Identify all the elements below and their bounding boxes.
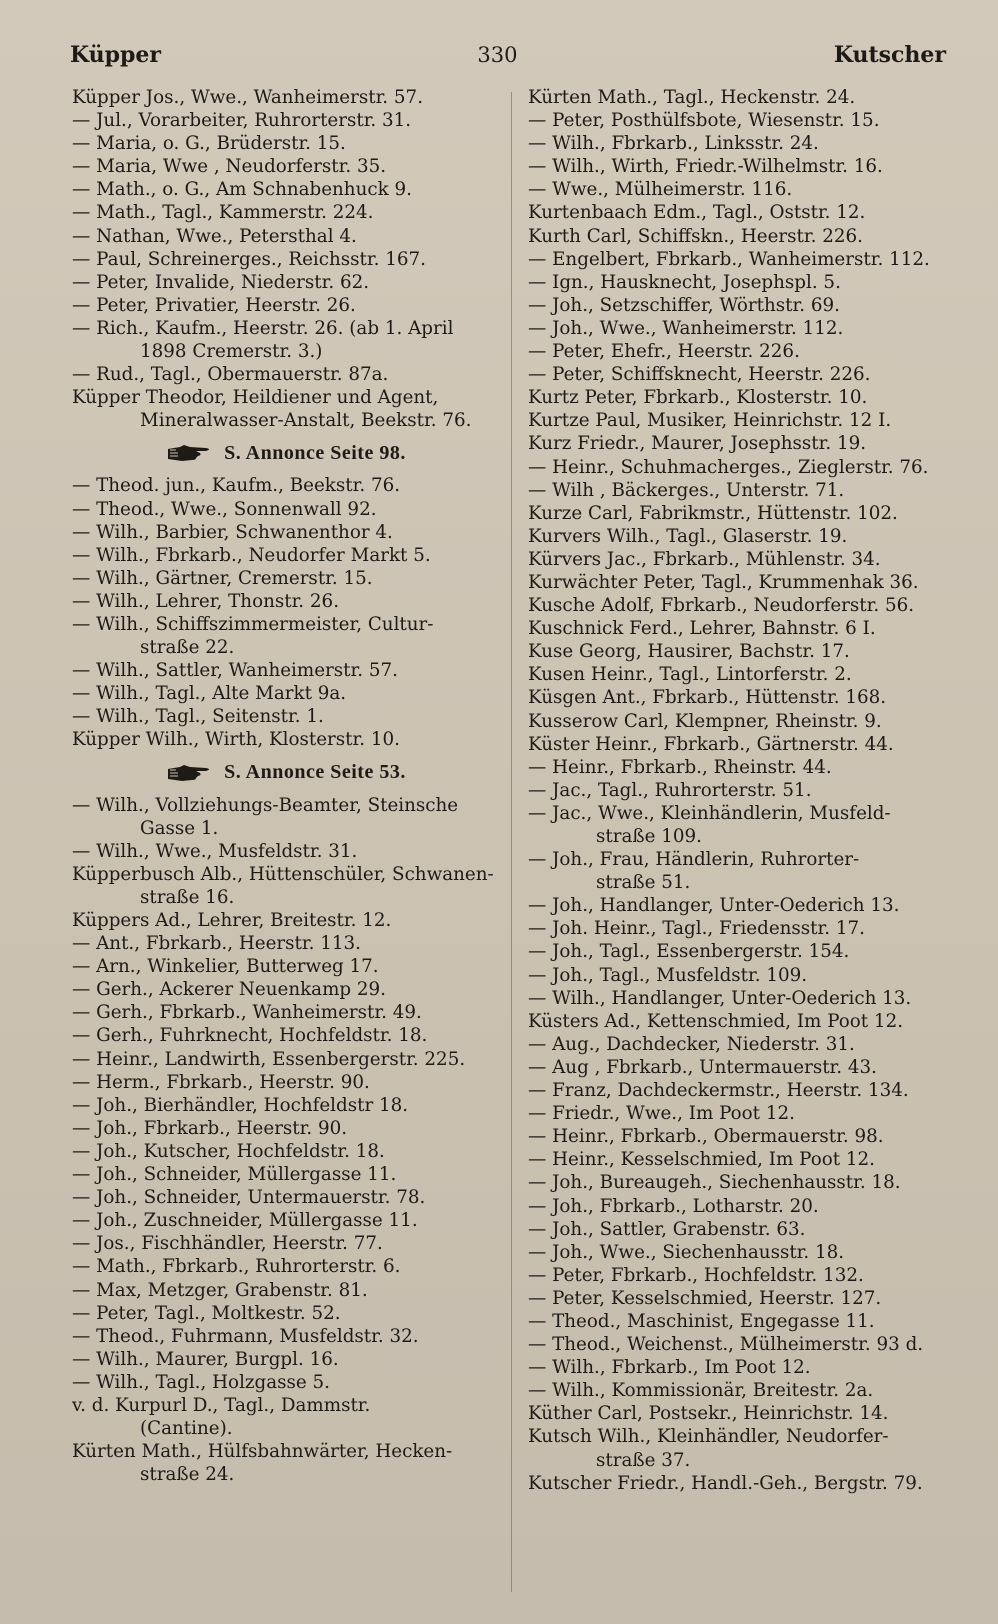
directory-entry: Küpper Jos., Wwe., Wanheimerstr. 57.: [72, 87, 424, 108]
directory-entry: — Math., o. G., Am Schnabenhuck 9.: [72, 179, 412, 201]
directory-entry: — Rud., Tagl., Obermauerstr. 87a.: [72, 364, 389, 386]
directory-entry: Küpperbusch Alb., Hüttenschüler, Schwanen-: [72, 863, 494, 885]
directory-entry: — Joh., Setzschiffer, Wörthstr. 69.: [528, 294, 840, 316]
directory-entry: — Joh., Tagl., Musfeldstr. 109.: [528, 964, 808, 986]
pointing-hand-icon: [166, 763, 214, 783]
directory-entry: Kürvers Jac., Fbrkarb., Mühlenstr. 34.: [528, 548, 881, 570]
directory-entry: — Theod., Wwe., Sonnenwall 92.: [72, 498, 377, 520]
directory-entry: — Wilh., Gärtner, Cremerstr. 15.: [72, 567, 373, 589]
directory-entry: — Peter, Schiffsknecht, Heerstr. 226.: [528, 364, 871, 386]
directory-entry: — Wilh., Maurer, Burgpl. 16.: [72, 1348, 339, 1370]
directory-entry: — Aug., Dachdecker, Niederstr. 31.: [528, 1033, 855, 1055]
directory-entry: — Joh., Schneider, Müllergasse 11.: [72, 1164, 397, 1186]
directory-entry: — Joh. Heinr., Tagl., Friedensstr. 17.: [528, 918, 865, 940]
directory-entry: — Theod., Maschinist, Engegasse 11.: [528, 1310, 875, 1332]
directory-entry: — Wilh., Tagl., Alte Markt 9a.: [72, 683, 347, 705]
directory-entry: — Rich., Kaufm., Heerstr. 26. (ab 1. April: [72, 317, 454, 339]
directory-entry: Kurth Carl, Schiffskn., Heerstr. 226.: [528, 225, 863, 247]
directory-entry: — Heinr., Fbrkarb., Rheinstr. 44.: [528, 756, 832, 778]
directory-entry: Kürten Math., Tagl., Heckenstr. 24.: [528, 87, 856, 108]
directory-entry: — Heinr., Fbrkarb., Obermauerstr. 98.: [528, 1126, 884, 1148]
directory-entry: Kurtze Paul, Musiker, Heinrichstr. 12 I.: [528, 410, 892, 432]
directory-entry: — Peter, Posthülfsbote, Wiesenstr. 15.: [528, 110, 880, 132]
directory-entry: — Gerh., Ackerer Neuenkamp 29.: [72, 979, 386, 1001]
directory-entry: — Wilh., Fbrkarb., Linksstr. 24.: [528, 133, 819, 155]
directory-entry: — Wilh., Fbrkarb., Im Poot 12.: [528, 1357, 811, 1379]
directory-entry: — Theod. jun., Kaufm., Beekstr. 76.: [72, 475, 401, 497]
directory-entry: — Joh., Handlanger, Unter-Oederich 13.: [528, 895, 900, 917]
directory-entry: Kurze Carl, Fabrikmstr., Hüttenstr. 102.: [528, 502, 898, 524]
directory-entry: — Franz, Dachdeckermstr., Heerstr. 134.: [528, 1080, 909, 1102]
right-column: [528, 86, 958, 1495]
directory-entry: — Joh., Bureaugeh., Siechenhausstr. 18.: [528, 1172, 901, 1194]
directory-entry: — Joh., Kutscher, Hochfeldstr. 18.: [72, 1140, 385, 1162]
directory-entry: — Wilh., Sattler, Wanheimerstr. 57.: [72, 660, 398, 682]
entry-continuation: 1898 Cremerstr. 3.): [140, 341, 323, 363]
directory-entry: v. d. Kurpurl D., Tagl., Dammstr.: [72, 1394, 371, 1416]
directory-entry: Kurz Friedr., Maurer, Josephsstr. 19.: [528, 433, 867, 455]
pointing-hand-icon: [166, 443, 214, 463]
directory-entry: — Ign., Hausknecht, Josephspl. 5.: [528, 271, 841, 293]
directory-entry: — Peter, Ehefr., Heerstr. 226.: [528, 341, 800, 363]
directory-entry: — Joh., Zuschneider, Müllergasse 11.: [72, 1210, 418, 1232]
entry-continuation: straße 109.: [596, 826, 702, 847]
column-divider: [511, 92, 512, 1592]
directory-entry: — Wilh., Barbier, Schwanenthor 4.: [72, 521, 393, 543]
directory-entry: — Joh., Schneider, Untermauerstr. 78.: [72, 1187, 426, 1209]
directory-entry: — Maria, Wwe , Neudorferstr. 35.: [72, 156, 387, 178]
directory-entry: Kurwächter Peter, Tagl., Krummenhak 36.: [528, 571, 919, 593]
directory-entry: Kutsch Wilh., Kleinhändler, Neudorfer-: [528, 1426, 889, 1448]
directory-entry: — Heinr., Landwirth, Essenbergerstr. 225.: [72, 1048, 466, 1070]
directory-entry: — Joh., Wwe., Wanheimerstr. 112.: [528, 317, 844, 339]
page-header: [70, 38, 946, 72]
directory-entry: — Wilh., Schiffszimmermeister, Cultur-: [72, 613, 434, 635]
directory-entry: Küther Carl, Postsekr., Heinrichstr. 14.: [528, 1403, 889, 1425]
directory-entry: — Friedr., Wwe., Im Poot 12.: [528, 1103, 795, 1125]
annonce-text: S. Annonce Seite 98.: [224, 441, 406, 464]
page-number: 330: [477, 43, 518, 67]
directory-entry: Kürten Math., Hülfsbahnwärter, Hecken-: [72, 1441, 453, 1463]
directory-entry: Kutscher Friedr., Handl.-Geh., Bergstr. 79.: [528, 1472, 923, 1494]
directory-entry: Kuse Georg, Hausirer, Bachstr. 17.: [528, 641, 850, 663]
directory-entry: — Wilh., Kommissionär, Breitestr. 2a.: [528, 1380, 874, 1402]
entry-continuation: straße 24.: [140, 1464, 235, 1486]
entry-continuation: straße 51.: [596, 872, 691, 894]
directory-entry: — Max, Metzger, Grabenstr. 81.: [72, 1279, 368, 1301]
annonce-text: S. Annonce Seite 53.: [224, 760, 406, 783]
directory-entry: — Jac., Tagl., Ruhrorterstr. 51.: [528, 779, 812, 801]
directory-entry: Küpper Wilh., Wirth, Klosterstr. 10.: [72, 729, 400, 751]
directory-entry: — Gerh., Fuhrknecht, Hochfeldstr. 18.: [72, 1025, 428, 1047]
entry-continuation: Gasse 1.: [140, 817, 219, 839]
directory-entry: — Peter, Fbrkarb., Hochfeldstr. 132.: [528, 1264, 864, 1286]
directory-entry: — Jul., Vorarbeiter, Ruhrorterstr. 31.: [72, 110, 412, 132]
directory-entry: Küsgen Ant., Fbrkarb., Hüttenstr. 168.: [528, 687, 887, 709]
directory-entry: — Wilh., Vollziehungs-Beamter, Steinsche: [72, 794, 459, 816]
directory-entry: Kuschnick Ferd., Lehrer, Bahnstr. 6 I.: [528, 618, 876, 640]
entry-continuation: straße 37.: [596, 1449, 691, 1471]
annonce-reference: [72, 432, 500, 474]
directory-entry: — Herm., Fbrkarb., Heerstr. 90.: [72, 1071, 370, 1093]
annonce-reference: [72, 752, 500, 794]
directory-entry: — Wilh., Tagl., Holzgasse 5.: [72, 1371, 330, 1393]
entry-continuation: straße 22.: [140, 637, 235, 659]
directory-entry: Küppers Ad., Lehrer, Breitestr. 12.: [72, 910, 392, 931]
directory-entry: — Wilh , Bäckerges., Unterstr. 71.: [528, 479, 845, 501]
directory-entry: — Theod., Fuhrmann, Musfeldstr. 32.: [72, 1325, 419, 1347]
directory-entry: — Joh., Tagl., Essenbergerstr. 154.: [528, 941, 850, 963]
directory-entry: — Ant., Fbrkarb., Heerstr. 113.: [72, 933, 361, 955]
directory-entry: — Wilh., Wwe., Musfeldstr. 31.: [72, 840, 358, 862]
directory-entry: Kusserow Carl, Klempner, Rheinstr. 9.: [528, 710, 882, 732]
directory-entry: — Heinr., Schuhmacherges., Zieglerstr. 76.: [528, 456, 929, 478]
directory-entry: — Nathan, Wwe., Petersthal 4.: [72, 225, 357, 247]
directory-entry: — Peter, Kesselschmied, Heerstr. 127.: [528, 1287, 882, 1309]
directory-entry: Kurtenbaach Edm., Tagl., Oststr. 12.: [528, 202, 866, 224]
directory-entry: — Gerh., Fbrkarb., Wanheimerstr. 49.: [72, 1002, 422, 1024]
entry-continuation: (Cantine).: [140, 1418, 233, 1440]
directory-entry: — Peter, Invalide, Niederstr. 62.: [72, 271, 370, 293]
directory-entry: — Maria, o. G., Brüderstr. 15.: [72, 133, 346, 155]
directory-entry: Küpper Theodor, Heildiener und Agent,: [72, 387, 439, 409]
directory-entry: — Engelbert, Fbrkarb., Wanheimerstr. 112.: [528, 248, 930, 270]
directory-entry: — Wilh., Lehrer, Thonstr. 26.: [72, 590, 340, 612]
directory-entry: — Wilh., Handlanger, Unter-Oederich 13.: [528, 987, 912, 1009]
directory-entry: — Wilh., Tagl., Seitenstr. 1.: [72, 706, 324, 728]
directory-entry: — Math., Fbrkarb., Ruhrorterstr. 6.: [72, 1256, 401, 1278]
directory-entry: Küster Heinr., Fbrkarb., Gärtnerstr. 44.: [528, 733, 894, 755]
left-column: [72, 86, 500, 1486]
directory-entry: — Arn., Winkelier, Butterweg 17.: [72, 956, 379, 978]
directory-entry: Küsters Ad., Kettenschmied, Im Poot 12.: [528, 1010, 904, 1032]
directory-entry: — Peter, Privatier, Heerstr. 26.: [72, 294, 356, 316]
directory-entry: — Joh., Frau, Händlerin, Ruhrorter-: [528, 849, 860, 871]
entry-continuation: Mineralwasser-Anstalt, Beekstr. 76.: [140, 410, 472, 432]
directory-entry: — Aug , Fbrkarb., Untermauerstr. 43.: [528, 1056, 877, 1078]
directory-entry: — Heinr., Kesselschmied, Im Poot 12.: [528, 1149, 875, 1171]
directory-entry: Kusche Adolf, Fbrkarb., Neudorferstr. 56.: [528, 595, 915, 617]
directory-entry: — Wilh., Fbrkarb., Neudorfer Markt 5.: [72, 544, 431, 566]
directory-entry: — Theod., Weichenst., Mülheimerstr. 93 d.: [528, 1334, 924, 1356]
directory-entry: — Joh., Sattler, Grabenstr. 63.: [528, 1218, 806, 1240]
directory-entry: — Wwe., Mülheimerstr. 116.: [528, 179, 793, 201]
directory-entry: Kurtz Peter, Fbrkarb., Klosterstr. 10.: [528, 387, 868, 409]
directory-entry: — Jos., Fischhändler, Heerstr. 77.: [72, 1233, 383, 1255]
directory-entry: — Joh., Fbrkarb., Heerstr. 90.: [72, 1117, 348, 1139]
directory-entry: — Joh., Bierhändler, Hochfeldstr 18.: [72, 1094, 409, 1116]
header-right-word: Kutscher: [833, 42, 946, 68]
directory-entry: — Joh., Wwe., Siechenhausstr. 18.: [528, 1241, 845, 1263]
entry-continuation: straße 16.: [140, 886, 235, 908]
directory-entry: Kurvers Wilh., Tagl., Glaserstr. 19.: [528, 525, 848, 547]
directory-entry: — Paul, Schreinerges., Reichsstr. 167.: [72, 248, 426, 270]
directory-entry: — Math., Tagl., Kammerstr. 224.: [72, 202, 374, 224]
directory-entry: — Jac., Wwe., Kleinhändlerin, Musfeld-: [528, 802, 891, 824]
directory-entry: — Joh., Fbrkarb., Lotharstr. 20.: [528, 1195, 819, 1217]
directory-entry: Kusen Heinr., Tagl., Lintorferstr. 2.: [528, 664, 852, 686]
directory-entry: — Peter, Tagl., Moltkestr. 52.: [72, 1302, 341, 1324]
directory-entry: — Wilh., Wirth, Friedr.-Wilhelmstr. 16.: [528, 156, 883, 178]
header-left-word: Küpper: [70, 42, 161, 68]
